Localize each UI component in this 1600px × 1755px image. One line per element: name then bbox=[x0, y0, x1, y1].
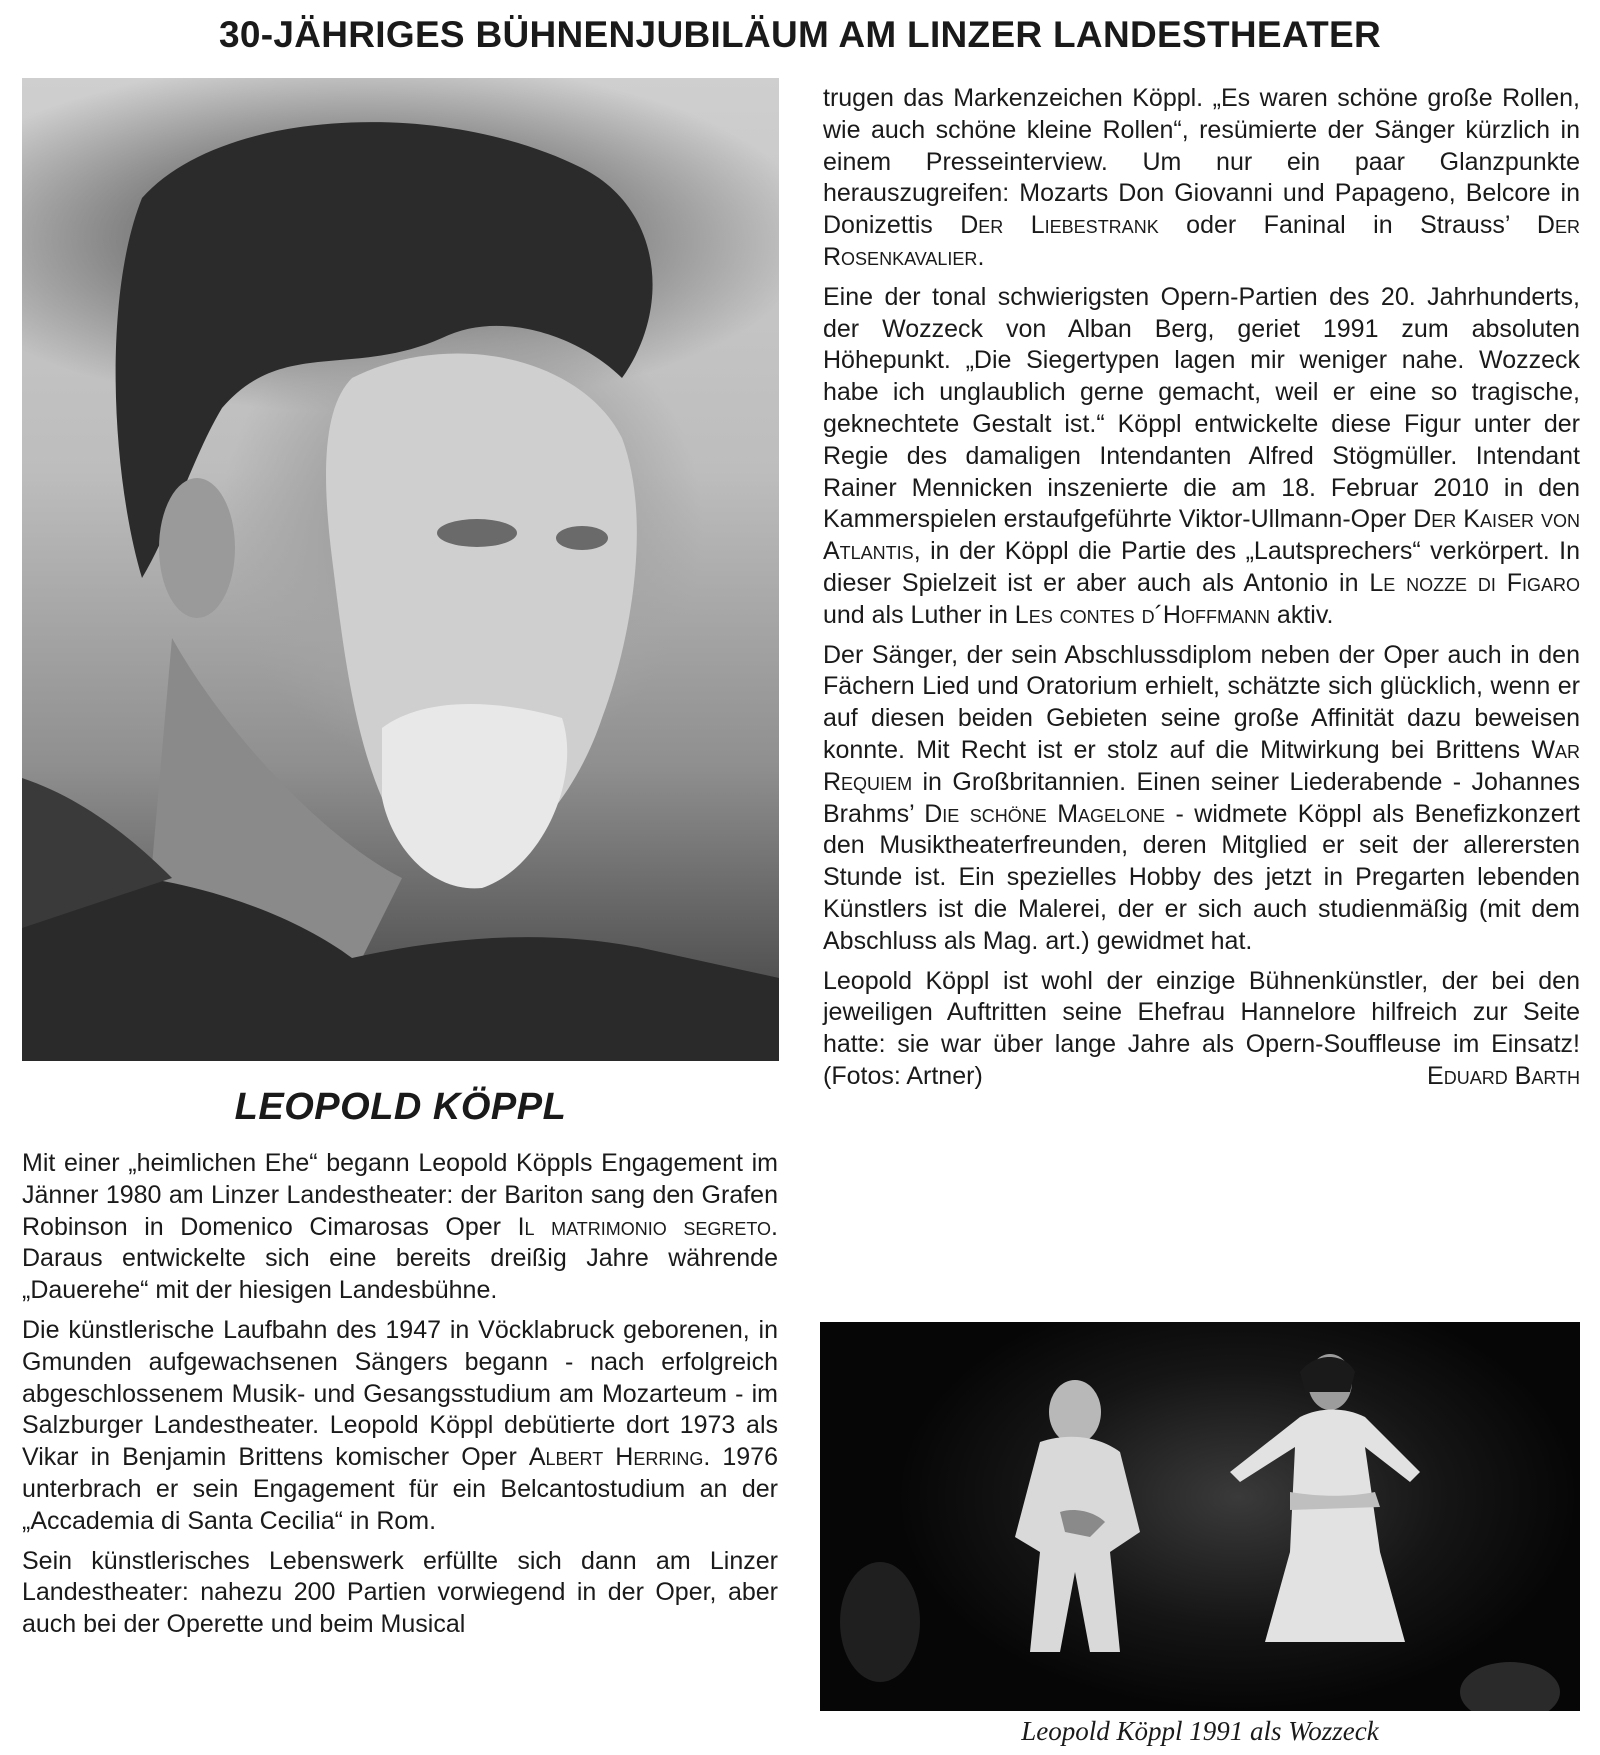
right-column bbox=[823, 83, 1580, 1101]
photo-caption: Leopold Köppl 1991 als Wozzeck bbox=[1021, 1716, 1379, 1746]
paragraph: Sein künstlerisches Lebenswerk erfüllte sich dann am Linzer Landestheater: nahezu 200 Partien vorwiegend in der Oper, aber auch bei der Operette und beim Musical bbox=[22, 1546, 778, 1639]
paragraph: Eine der tonal schwierigsten Opern-Partien des 20. Jahrhunderts, der Wozzeck von Alban Berg, geriet 1991 zum absoluten Höhepunkt. „Die Siegertypen lagen mir weniger nahe. Wozzeck habe ich unglaublich gerne gemacht, weil er eine so tragische, geknechtete Gestalt ist.“ Köppl entwickelte diese Figur unter der Regie des damaligen Intendanten Alfred Stögmüller. Intendant Rainer Mennicken inszenierte die am 18. Februar 2010 in den Kammerspielen erstaufgeführte Viktor-Ullmann-Oper Der Kaiser von Atlantis, in der Köppl die Partie des „Lautsprechers“ verkörpert. In dieser Spielzeit ist er aber auch als Antonio in Le nozze di Figaro und als Luther in Les contes d´Hoffmann aktiv. bbox=[823, 282, 1580, 629]
stage-photo bbox=[820, 1322, 1580, 1711]
paragraph: Leopold Köppl ist wohl der einzige Bühnenkünstler, der bei den jeweiligen Auftritten seine Ehefrau Hannelore hilfreich zur Seite hatte: sie war über lange Jahre als Opern-Souffleuse im Einsatz! (Fotos: Artner) Eduard Barth bbox=[823, 966, 1580, 1093]
left-column bbox=[22, 1148, 778, 1649]
name-heading: LEOPOLD KÖPPL bbox=[234, 1086, 567, 1128]
page-title: 30-JÄHRIGES BÜHNENJUBILÄUM AM LINZER LANDESTHEATER bbox=[218, 14, 1382, 55]
author-byline: Eduard Barth bbox=[1427, 1061, 1580, 1090]
paragraph: Mit einer „heimlichen Ehe“ begann Leopold Köppls Engagement im Jänner 1980 am Linzer Landestheater: der Bariton sang den Grafen Robinson in Domenico Cimarosas Oper Il matrimonio segreto. Daraus entwickelte sich eine bereits dreißig Jahre währende „Dauerehe“ mit der hiesigen Landesbühne. bbox=[22, 1149, 778, 1305]
paragraph: Der Sänger, der sein Abschlussdiplom neben der Oper auch in den Fächern Lied und Oratorium erhielt, schätzte sich glücklich, wenn er auf diesen beiden Gebieten seine große Affinität dazu beweisen konnte. Mit Recht ist er stolz auf die Mitwirkung bei Brittens War Requiem in Großbritannien. Einen seiner Liederabende - Johannes Brahms’ Die schöne Magelone - widmete Köppl als Benefizkonzert den Musiktheaterfreunden, deren Mitglied er seit der allerersten Stunde ist. Ein spezielles Hobby des jetzt in Pregarten lebenden Künstlers ist die Malerei, der er sich auch studienmäßig (mit dem Abschluss als Mag. art.) gewidmet hat. bbox=[823, 640, 1580, 955]
paragraph: trugen das Markenzeichen Köppl. „Es waren schöne große Rollen, wie auch schöne kleine Rollen“, resümierte der Sänger kürzlich in einem Presseinterview. Um nur ein paar Glanzpunkte herauszugreifen: Mozarts Don Giovanni und Papageno, Belcore in Donizettis Der Liebestrank oder Faninal in Strauss’ Der Rosenkavalier. bbox=[823, 84, 1580, 271]
portrait-photo bbox=[22, 78, 779, 1061]
paragraph: Die künstlerische Laufbahn des 1947 in Vöcklabruck geborenen, in Gmunden aufgewachsenen Sängers begann - nach erfolgreich abgeschlossenem Musik- und Gesangsstudium am Mozarteum - im Salzburger Landestheater. Leopold Köppl debütierte dort 1973 als Vikar in Benjamin Brittens komischer Oper Albert Herring. 1976 unterbrach er sein Engagement für ein Belcantostudium an der „Accademia di Santa Cecilia“ in Rom. bbox=[22, 1315, 778, 1535]
